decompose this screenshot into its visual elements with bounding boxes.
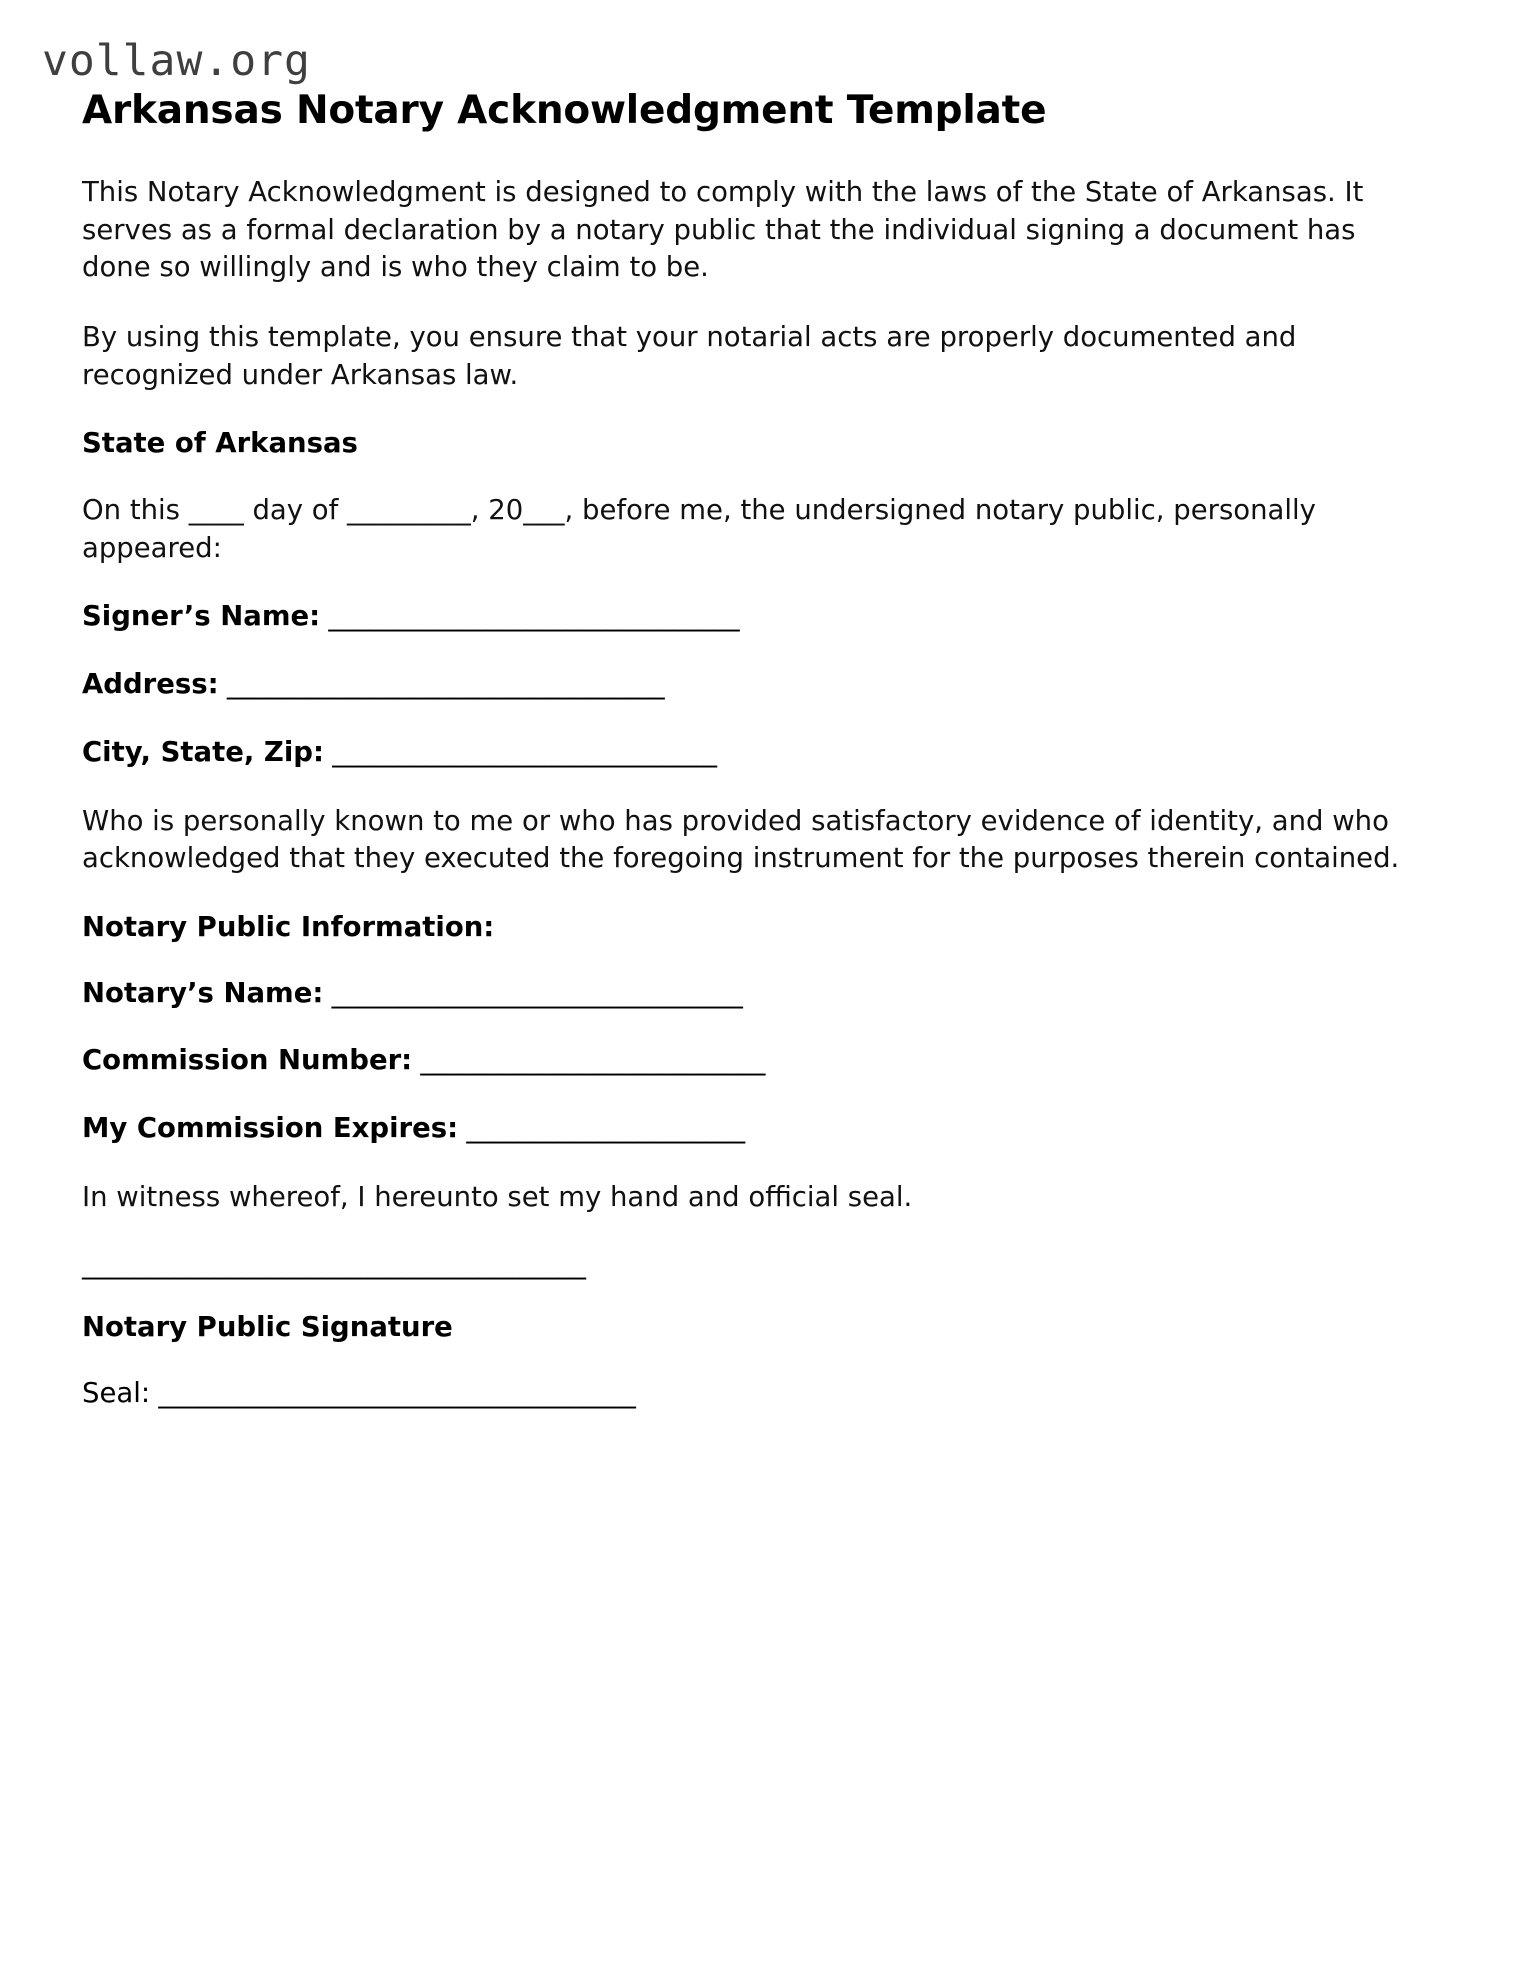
field-seal xyxy=(82,1376,1430,1412)
signature-rule[interactable]: ______________________________________ xyxy=(82,1247,586,1280)
document-content xyxy=(42,36,1430,1412)
state-heading: State of Arkansas xyxy=(82,427,358,460)
field-rule-commission-expires[interactable]: _____________________ xyxy=(458,1112,745,1145)
field-city-state-zip xyxy=(82,735,1430,771)
field-label-notarys-name: Notary’s Name: xyxy=(82,976,324,1009)
field-rule-seal[interactable]: ____________________________________ xyxy=(150,1377,636,1410)
field-commission-number xyxy=(82,1043,1430,1079)
field-notarys-name xyxy=(82,976,1430,1012)
intro-paragraph: This Notary Acknowledgment is designed to comply with the laws of the State of Arkansas. It serves as a formal declaration by a notary public that the individual signing a document has done so willingly and is who they claim to be. xyxy=(82,175,1364,284)
field-label-city-state-zip: City, State, Zip: xyxy=(82,735,324,768)
field-rule-signers-name[interactable]: _______________________________ xyxy=(320,600,740,633)
signature-caption: Notary Public Signature xyxy=(82,1311,453,1344)
appearance-paragraph: On this ____ day of _________, 20___, before me, the undersigned notary public, personally appeared: xyxy=(82,493,1316,564)
field-signers-name xyxy=(82,599,1430,635)
usage-paragraph: By using this template, you ensure that your notarial acts are properly documented and recognized under Arkansas law. xyxy=(82,320,1297,391)
identity-paragraph: Who is personally known to me or who has provided satisfactory evidence of identity, and who acknowledged that they executed the foregoing instrument for the purposes therein contained. xyxy=(82,804,1400,875)
field-label-commission-number: Commission Number: xyxy=(82,1044,413,1077)
field-commission-expires xyxy=(82,1111,1430,1147)
field-label-signers-name: Signer’s Name: xyxy=(82,600,321,633)
field-rule-notarys-name[interactable]: _______________________________ xyxy=(323,976,743,1009)
witness-paragraph: In witness whereof, I hereunto set my hand and official seal. xyxy=(82,1180,913,1213)
page-title: Arkansas Notary Acknowledgment Template xyxy=(82,88,1047,133)
field-label-seal: Seal: xyxy=(82,1377,151,1410)
field-address xyxy=(82,667,1430,703)
field-rule-city-state-zip[interactable]: _____________________________ xyxy=(323,735,717,768)
field-label-commission-expires: My Commission Expires: xyxy=(82,1112,459,1145)
field-rule-commission-number[interactable]: __________________________ xyxy=(412,1044,765,1077)
site-watermark: vollaw.org xyxy=(42,36,311,86)
field-label-address: Address: xyxy=(82,668,219,701)
notary-info-heading: Notary Public Information: xyxy=(82,910,495,943)
field-rule-address[interactable]: _________________________________ xyxy=(218,668,665,701)
